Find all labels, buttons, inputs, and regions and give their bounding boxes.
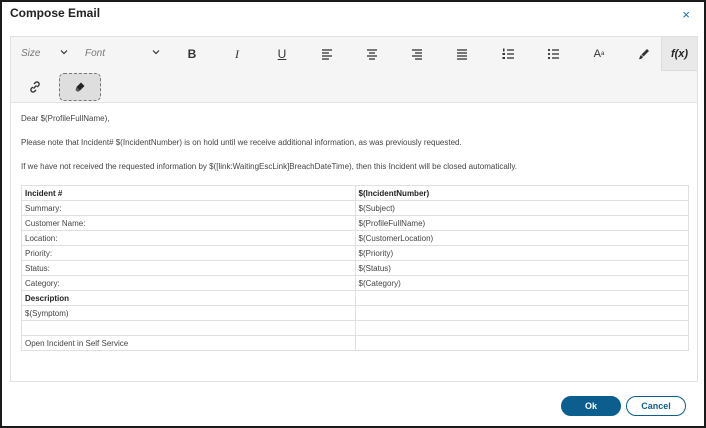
function-label: f(x) [670, 47, 689, 60]
table-cell [355, 291, 689, 306]
table-row [22, 261, 689, 276]
table-cell: Status: [22, 261, 356, 276]
table-cell [355, 336, 689, 351]
align-right-icon[interactable] [408, 45, 426, 63]
table-cell: Customer Name: [22, 216, 356, 231]
table-cell: Summary: [22, 201, 356, 216]
rich-text-editor [10, 36, 698, 382]
toolbar-row-2 [11, 71, 697, 103]
table-cell [355, 321, 689, 336]
table-cell [355, 306, 689, 321]
table-row [22, 246, 689, 261]
paragraph-close-warning: If we have not received the requested information by $([link:WaitingEscLink]BreachDateTime), then this Incident will be closed automatically. [21, 162, 517, 171]
table-cell: Incident # [22, 186, 356, 201]
paint-brush-icon[interactable] [635, 45, 653, 63]
incident-details-table [21, 185, 689, 351]
table-cell: $(CustomerLocation) [355, 231, 689, 246]
ok-button[interactable]: Ok [561, 396, 621, 416]
bold-button[interactable]: B [187, 47, 197, 61]
underline-button[interactable]: U [277, 47, 287, 61]
chevron-down-icon[interactable] [60, 48, 68, 56]
table-cell [22, 321, 356, 336]
table-cell: Description [22, 291, 356, 306]
dialog-title: Compose Email [10, 6, 101, 20]
table-row [22, 306, 689, 321]
close-icon[interactable]: × [682, 7, 690, 22]
email-body[interactable] [11, 103, 697, 357]
table-cell: Priority: [22, 246, 356, 261]
table-cell: $(Status) [355, 261, 689, 276]
table-row [22, 276, 689, 291]
link-icon[interactable] [27, 79, 43, 95]
self-service-link[interactable]: Open Incident in Self Service [22, 336, 356, 351]
table-cell: $(IncidentNumber) [355, 186, 689, 201]
italic-button[interactable]: I [235, 46, 239, 61]
table-row [22, 336, 689, 351]
cancel-button[interactable]: Cancel [626, 396, 686, 416]
table-row [22, 201, 689, 216]
table-cell: Category: [22, 276, 356, 291]
table-row [22, 186, 689, 201]
size-dropdown[interactable]: Size [21, 48, 41, 59]
toolbar-row-1 [11, 37, 697, 71]
editor-toolbar [11, 37, 697, 103]
font-size-icon[interactable]: A a [593, 48, 605, 60]
chevron-down-icon[interactable] [152, 48, 160, 56]
unordered-list-icon[interactable] [544, 45, 562, 63]
table-cell: $(Subject) [355, 201, 689, 216]
table-cell: $(Category) [355, 276, 689, 291]
align-justify-icon[interactable] [453, 45, 471, 63]
eraser-icon [74, 81, 86, 93]
greeting-text: Dear $(ProfileFullName), [21, 114, 110, 123]
table-cell: $(ProfileFullName) [355, 216, 689, 231]
font-dropdown[interactable]: Font [85, 48, 106, 59]
table-row [22, 321, 689, 336]
table-row [22, 231, 689, 246]
table-cell: $(Symptom) [22, 306, 356, 321]
clear-formatting-button[interactable] [59, 73, 101, 101]
table-cell: Location: [22, 231, 356, 246]
ordered-list-icon[interactable] [499, 45, 517, 63]
paragraph-hold-notice: Please note that Incident# $(IncidentNumber) is on hold until we receive additional information, as was previously requested. [21, 138, 462, 147]
font-size-glyph: A [593, 48, 601, 60]
function-icon[interactable] [661, 37, 697, 71]
table-row [22, 216, 689, 231]
table-cell: $(Priority) [355, 246, 689, 261]
align-center-icon[interactable] [363, 45, 381, 63]
align-left-icon[interactable] [318, 45, 336, 63]
table-row [22, 291, 689, 306]
